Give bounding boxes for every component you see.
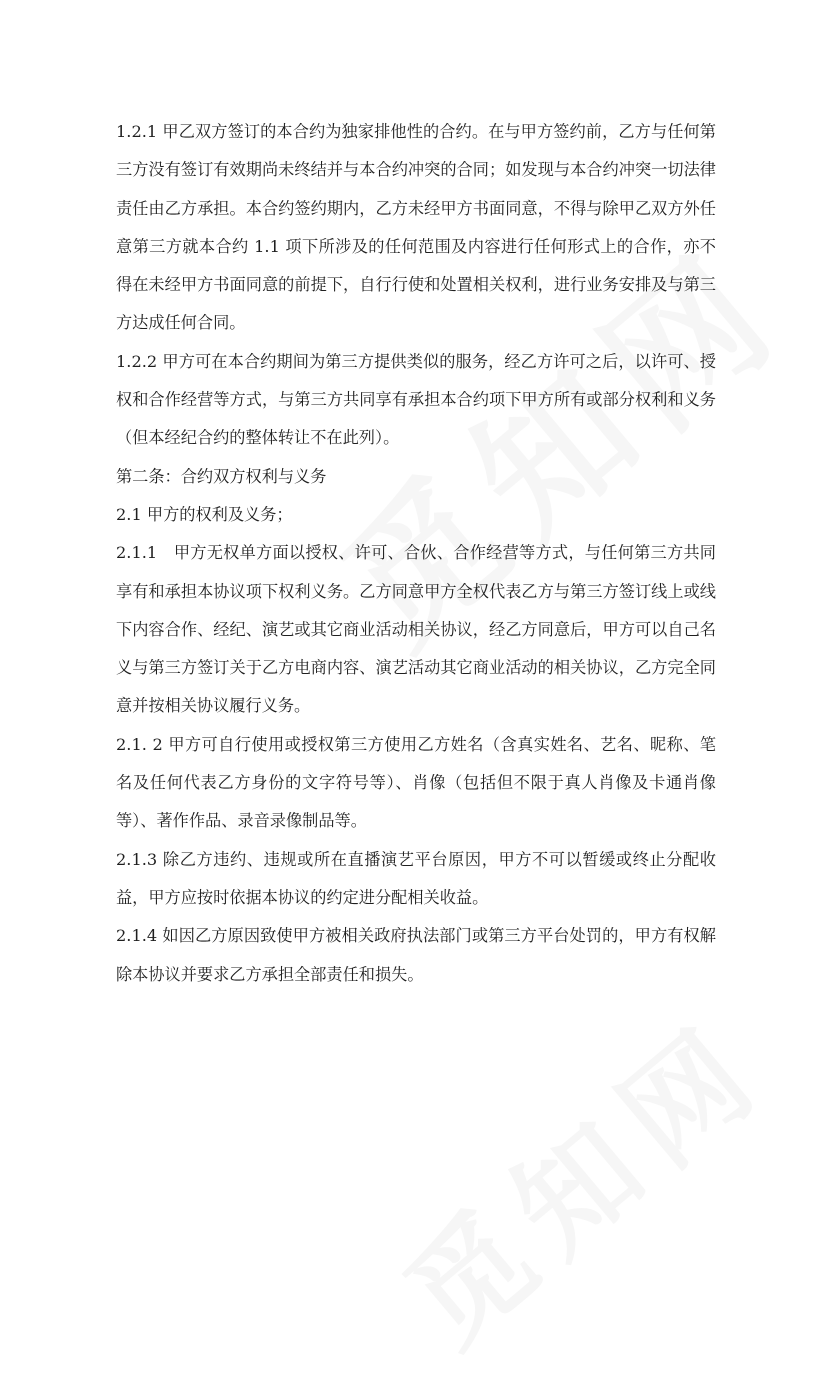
- clause-1-2-1: 1.2.1 甲乙双方签订的本合约为独家排他性的合约。在与甲方签约前，乙方与任何第三方没有签订有效期尚未终结并与本合约冲突的合同；如发现与本合约冲突一切法律责任由乙方承担。本合约签约期内，乙方未经甲方书面同意，不得与除甲乙双方外任意第三方就本合约 1.1 项下所涉及的任何范围及内容进行任何形式上的合作，亦不得在未经甲方书面同意的前提下，自行行使和处置相关权利，进行业务安排及与第三方达成任何合同。: [116, 122, 716, 333]
- clause-1-2-2: 1.2.2 甲方可在本合约期间为第三方提供类似的服务，经乙方许可之后，以许可、授权和合作经营等方式，与第三方共同享有承担本合约项下甲方所有或部分权利和义务（但本经纪合约的整体转让不在此列）。: [116, 351, 716, 448]
- clause-2-1-2: 2.1. 2 甲方可自行使用或授权第三方使用乙方姓名（含真实姓名、艺名、昵称、笔名及任何代表乙方身份的文字符号等）、肖像（包括但不限于真人肖像及卡通肖像等）、著作作品、录音录像制品等。: [116, 734, 716, 831]
- clause-2-1-1: 2.1.1 甲方无权单方面以授权、许可、合伙、合作经营等方式，与任何第三方共同享有和承担本协议项下权利义务。乙方同意甲方全权代表乙方与第三方签订线上或线下内容合作、经纪、演艺或其它商业活动相关协议，经乙方同意后，甲方可以自己名义与第三方签订关于乙方电商内容、演艺活动其它商业活动的相关协议，乙方完全同意并按相关协议履行义务。: [116, 543, 716, 716]
- clause-2-1-4: 2.1.4 如因乙方原因致使甲方被相关政府执法部门或第三方平台处罚的，甲方有权解除本协议并要求乙方承担全部责任和损失。: [116, 926, 716, 984]
- watermark-lower: [364, 975, 796, 1377]
- document-body: [116, 113, 716, 994]
- clause-2-1-3: 2.1.3 除乙方违约、违规或所在直播演艺平台原因，甲方不可以暂缓或终止分配收益，甲方应按时依据本协议的约定进分配相关收益。: [116, 849, 716, 907]
- clause-2-1-heading: 2.1 甲方的权利及义务；: [116, 504, 293, 524]
- article-2-heading: 第二条：合约双方权利与义务: [116, 466, 327, 486]
